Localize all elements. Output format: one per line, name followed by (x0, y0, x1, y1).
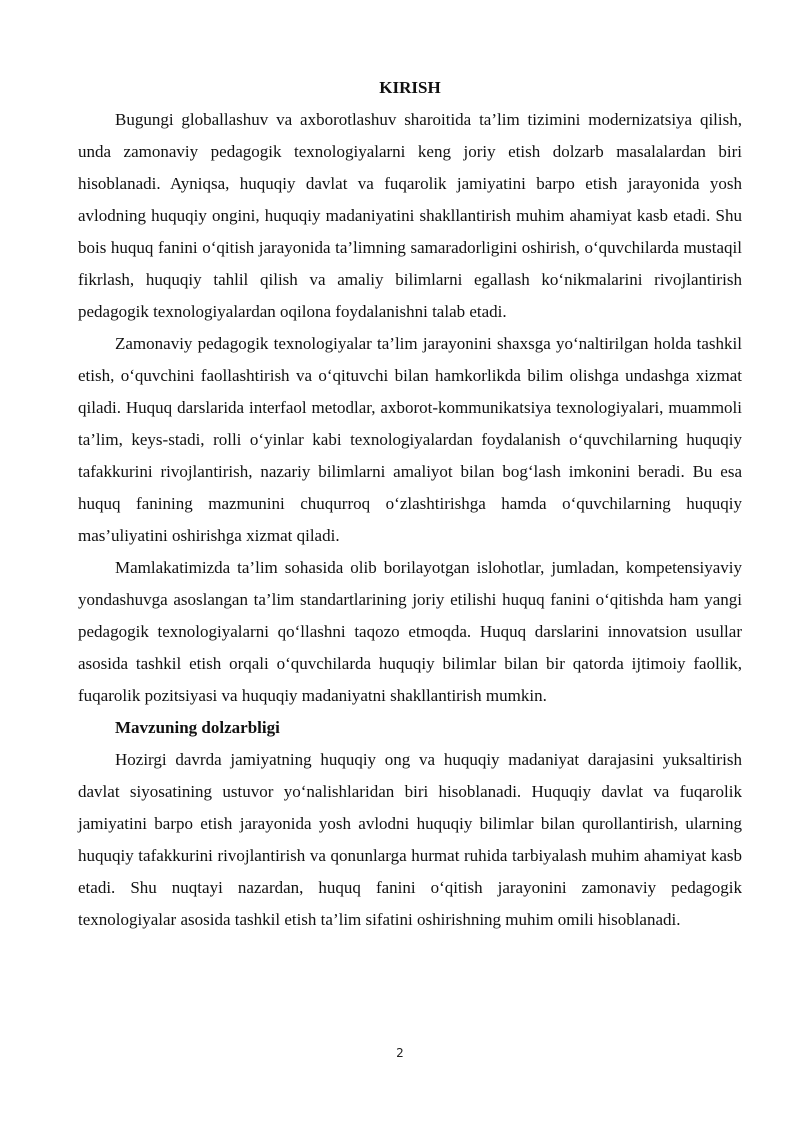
subheading: Mavzuning dolzarbligi (115, 718, 280, 737)
section-heading: KIRISH (379, 78, 441, 97)
paragraph-1: Bugungi globallashuv va axborotlashuv sharoitida ta’lim tizimini modernizatsiya qilish, unda zamonaviy pedagogik texnologiyalarni keng joriy etish dolzarb masalalardan biri hisoblanadi. Ayniqsa, huquqiy davlat va fuqarolik jamiyatini barpo etish jarayonida yosh avlodning huquqiy ongini, huquqiy madaniyatini shakllantirish muhim ahamiyat kasb etadi. Shu bois huquq fanini o‘qitish jarayonida ta’limning samaradorligini oshirish, o‘quvchilarda mustaqil fikrlash, huquqiy tahlil qilish va amaliy bilimlarni egallash ko‘nikmalarini rivojlantirish pedagogik texnologiyalardan oqilona foydalanishni talab etadi. (78, 110, 742, 321)
paragraph-2: Zamonaviy pedagogik texnologiyalar ta’lim jarayonini shaxsga yo‘naltirilgan holda tashkil etish, o‘quvchini faollashtirish va o‘qituvchi bilan hamkorlikda bilim olishga undashga xizmat qiladi. Huquq darslarida interfaol metodlar, axborot-kommunikatsiya texnologiyalari, muammoli ta’lim, keys-stadi, rolli o‘yinlar kabi texnologiyalardan foydalanish o‘quvchilarning huquqiy tafakkurini rivojlantirish, nazariy bilimlarni amaliyot bilan bog‘lash imkonini beradi. Bu esa huquq fanining mazmunini chuqurroq o‘zlashtirishga hamda o‘quvchilarning huquqiy mas’uliyatini oshirishga xizmat qiladi. (78, 334, 742, 545)
page-number: 2 (396, 1046, 404, 1060)
paragraph-4: Hozirgi davrda jamiyatning huquqiy ong va huquqiy madaniyat darajasini yuksaltirish davlat siyosatining ustuvor yo‘nalishlaridan biri hisoblanadi. Huquqiy davlat va fuqarolik jamiyatini barpo etish jarayonida yosh avlodni huquqiy bilimlar bilan qurollantirish, ularning huquqiy tafakkurini rivojlantirish va qonunlarga hurmat ruhida tarbiyalash muhim ahamiyat kasb etadi. Shu nuqtayi nazardan, huquq fanini o‘qitish jarayonini zamonaviy pedagogik texnologiyalar asosida tashkil etish ta’lim sifatini oshirishning muhim omili hisoblanadi. (78, 750, 742, 929)
paragraph-3: Mamlakatimizda ta’lim sohasida olib borilayotgan islohotlar, jumladan, kompetensiyaviy yondashuvga asoslangan ta’lim standartlarining joriy etilishi huquq fanini o‘qitishda ham yangi pedagogik texnologiyalarni qo‘llashni taqozo etmoqda. Huquq darslarini innovatsion usullar asosida tashkil etish orqali o‘quvchilarda huquqiy bilimlar bilan bir qatorda ijtimoiy faollik, fuqarolik pozitsiyasi va huquqiy madaniyatni shakllantirish mumkin. (78, 558, 742, 705)
document-page (78, 72, 742, 936)
